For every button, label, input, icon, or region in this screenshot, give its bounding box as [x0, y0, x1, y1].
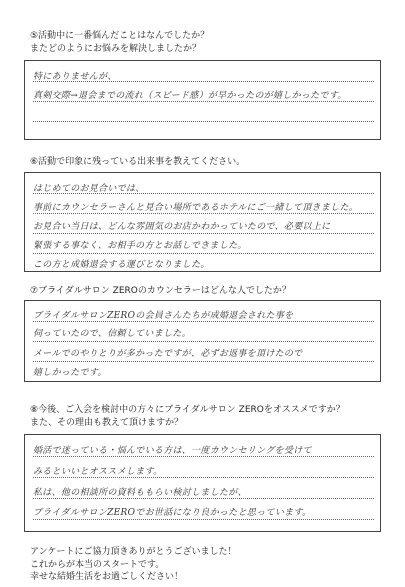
question-5 [30, 30, 380, 56]
answer-6-line-4: 緊張する事なく、お相手の方とお話しできました。 [33, 241, 247, 251]
question-8 [30, 404, 380, 430]
closing-line-3: 幸せな結婚生活をお過ごしください！ [30, 572, 184, 582]
question-6-line-1: ⑥活動で印象に残っている出来事を教えてください。 [30, 157, 246, 167]
question-7 [30, 285, 380, 298]
answer-6-line-1: はじめてのお見合いでは、 [33, 184, 145, 194]
answer-box-5 [24, 60, 381, 140]
closing-line-2: これからが本当のスタートです。 [30, 559, 165, 570]
question-5-line-2: またどのようにお悩みを解決しましたか？ [30, 44, 202, 54]
answer-5-line-1: 特にありませんが、 [33, 72, 117, 82]
answer-7-line-1: ブライダルサロンZEROの会員さんたちが成婚退会された事を [33, 311, 294, 321]
question-5-line-1: ⑤活動中に一番悩んだことはなんでしたか？ [30, 31, 210, 41]
closing-line-1: アンケートにご協力頂きありがとうございました！ [30, 547, 237, 557]
question-8-line-2: また、その理由も教えて頂けますか？ [30, 418, 184, 428]
answer-box-8 [24, 434, 381, 532]
closing-message [30, 546, 236, 584]
answer-8-line-4: ブライダルサロンZEROでお世話になり良かったと思っています。 [33, 508, 312, 518]
answer-7-line-2: 伺っていたので、信頼していました。 [33, 329, 191, 339]
answer-8-line-3: 私は、他の相談所の資料ももらい検討しましたが、 [33, 488, 247, 498]
question-8-line-1: ⑧今後、ご入会を検討中の方々にブライダルサロン ZEROをオススメですか？ [30, 405, 345, 415]
answer-6-line-3: お見合い当日は、どんな雰囲気のお店かわかっていたので、必要以上に [33, 222, 331, 232]
answer-8-line-2: みるといいとオススメします。 [33, 467, 163, 477]
answer-box-6 [24, 172, 381, 272]
answer-6-line-5: この方と成婚退会する運びとなりました。 [33, 260, 210, 270]
question-6 [30, 156, 380, 169]
answer-7-line-3: メールでのやりとりが多かったですが、必ずお返事を頂けたので [33, 349, 303, 359]
answer-5-line-2: 真剣交際→退会までの流れ（スピード感）が早かったのが嬉しかったです。 [33, 91, 347, 101]
answer-7-line-4: 嬉しかったです。 [33, 368, 107, 378]
answer-6-line-2: 事前にカウンセラーさんと見合い場所であるホテルにご一緒して頂きました。 [33, 203, 359, 213]
question-7-line-1: ⑦ブライダルサロン ZEROのカウンセラーはどんな人でしたか？ [30, 286, 291, 296]
answer-box-7 [24, 300, 381, 382]
answer-8-line-1: 婚活で迷っている・悩んでいる方は、一度カウンセリングを受けて [33, 446, 312, 456]
